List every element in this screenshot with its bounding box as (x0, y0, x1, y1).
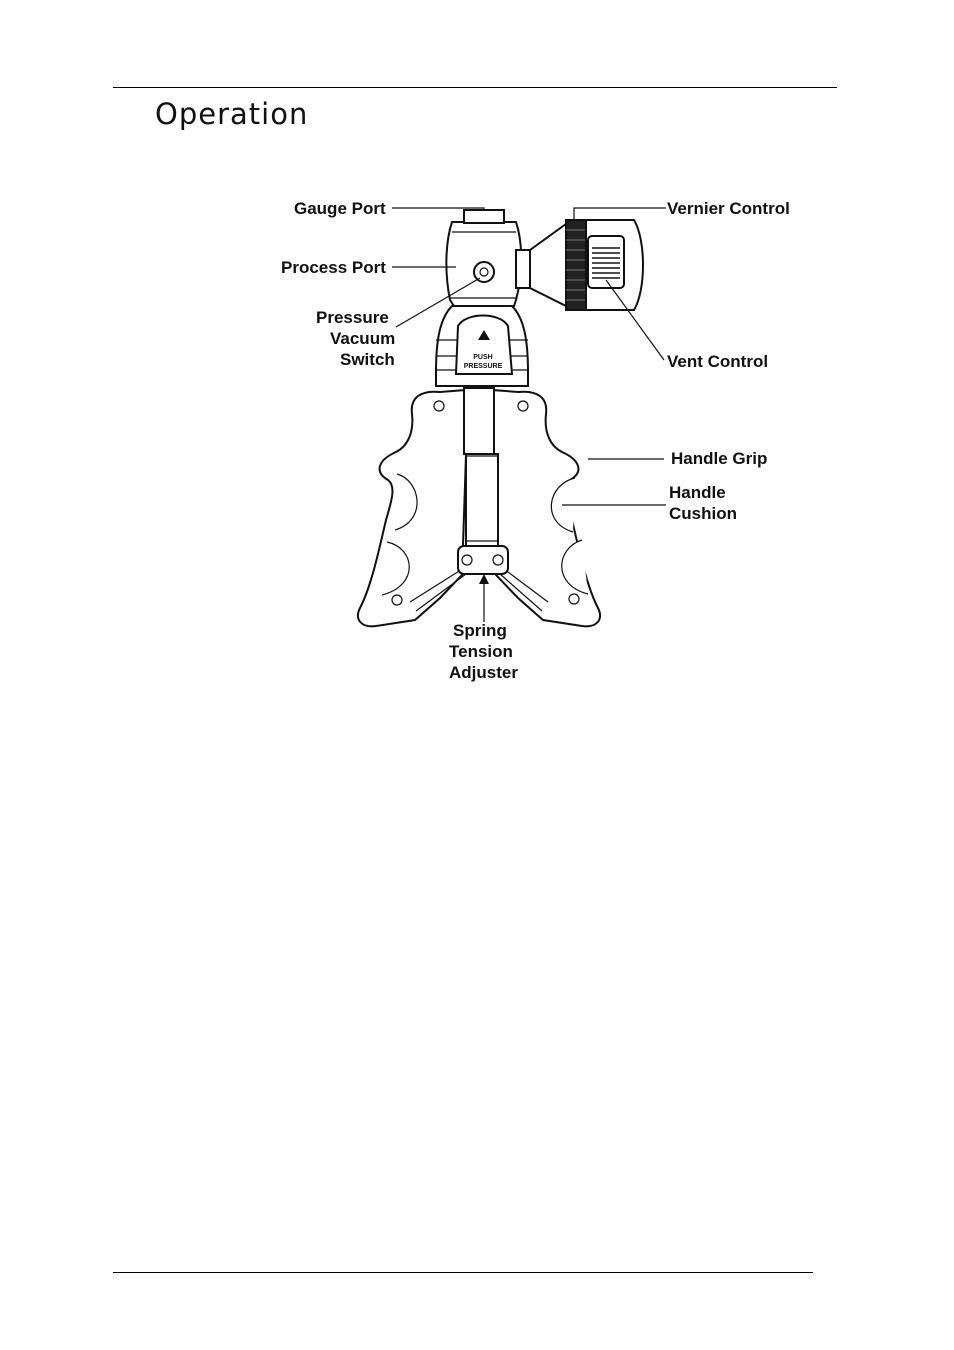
right-handle-hole-bottom (569, 594, 579, 604)
label-spring: Spring (453, 621, 507, 640)
adjuster-bolt-left (462, 555, 472, 565)
switch-text-push: PUSH (473, 354, 493, 361)
adjuster-bolt-right (493, 555, 503, 565)
label-adjuster: Adjuster (449, 663, 518, 682)
vernier-cone (530, 224, 566, 306)
label-pressure: Pressure (316, 308, 389, 327)
label-switch: Switch (340, 350, 395, 369)
label-handle-grip: Handle Grip (671, 449, 768, 468)
gauge-port-stub (464, 210, 504, 223)
label-cushion: Cushion (669, 504, 737, 523)
label-vernier-control: Vernier Control (667, 199, 790, 218)
label-vent-control: Vent Control (667, 352, 769, 371)
label-tension: Tension (449, 642, 513, 661)
vernier-nut (516, 250, 530, 288)
leader-vernier (574, 208, 666, 220)
leader-spring-arrow-icon (479, 574, 489, 584)
footer-rule (113, 1272, 813, 1273)
label-gauge-port: Gauge Port (294, 199, 386, 218)
left-handle-hole-bottom (392, 595, 402, 605)
label-process-port: Process Port (281, 258, 386, 277)
vernier-knurl (566, 220, 586, 310)
shaft-lower (466, 454, 498, 546)
shaft-upper (464, 388, 494, 454)
page-title: Operation (155, 97, 309, 131)
left-handle-hole-top (434, 401, 444, 411)
right-handle-hole-top (518, 401, 528, 411)
label-handle: Handle (669, 483, 726, 502)
switch-text-pressure: PRESSURE (463, 363, 503, 370)
label-vacuum: Vacuum (330, 329, 396, 348)
